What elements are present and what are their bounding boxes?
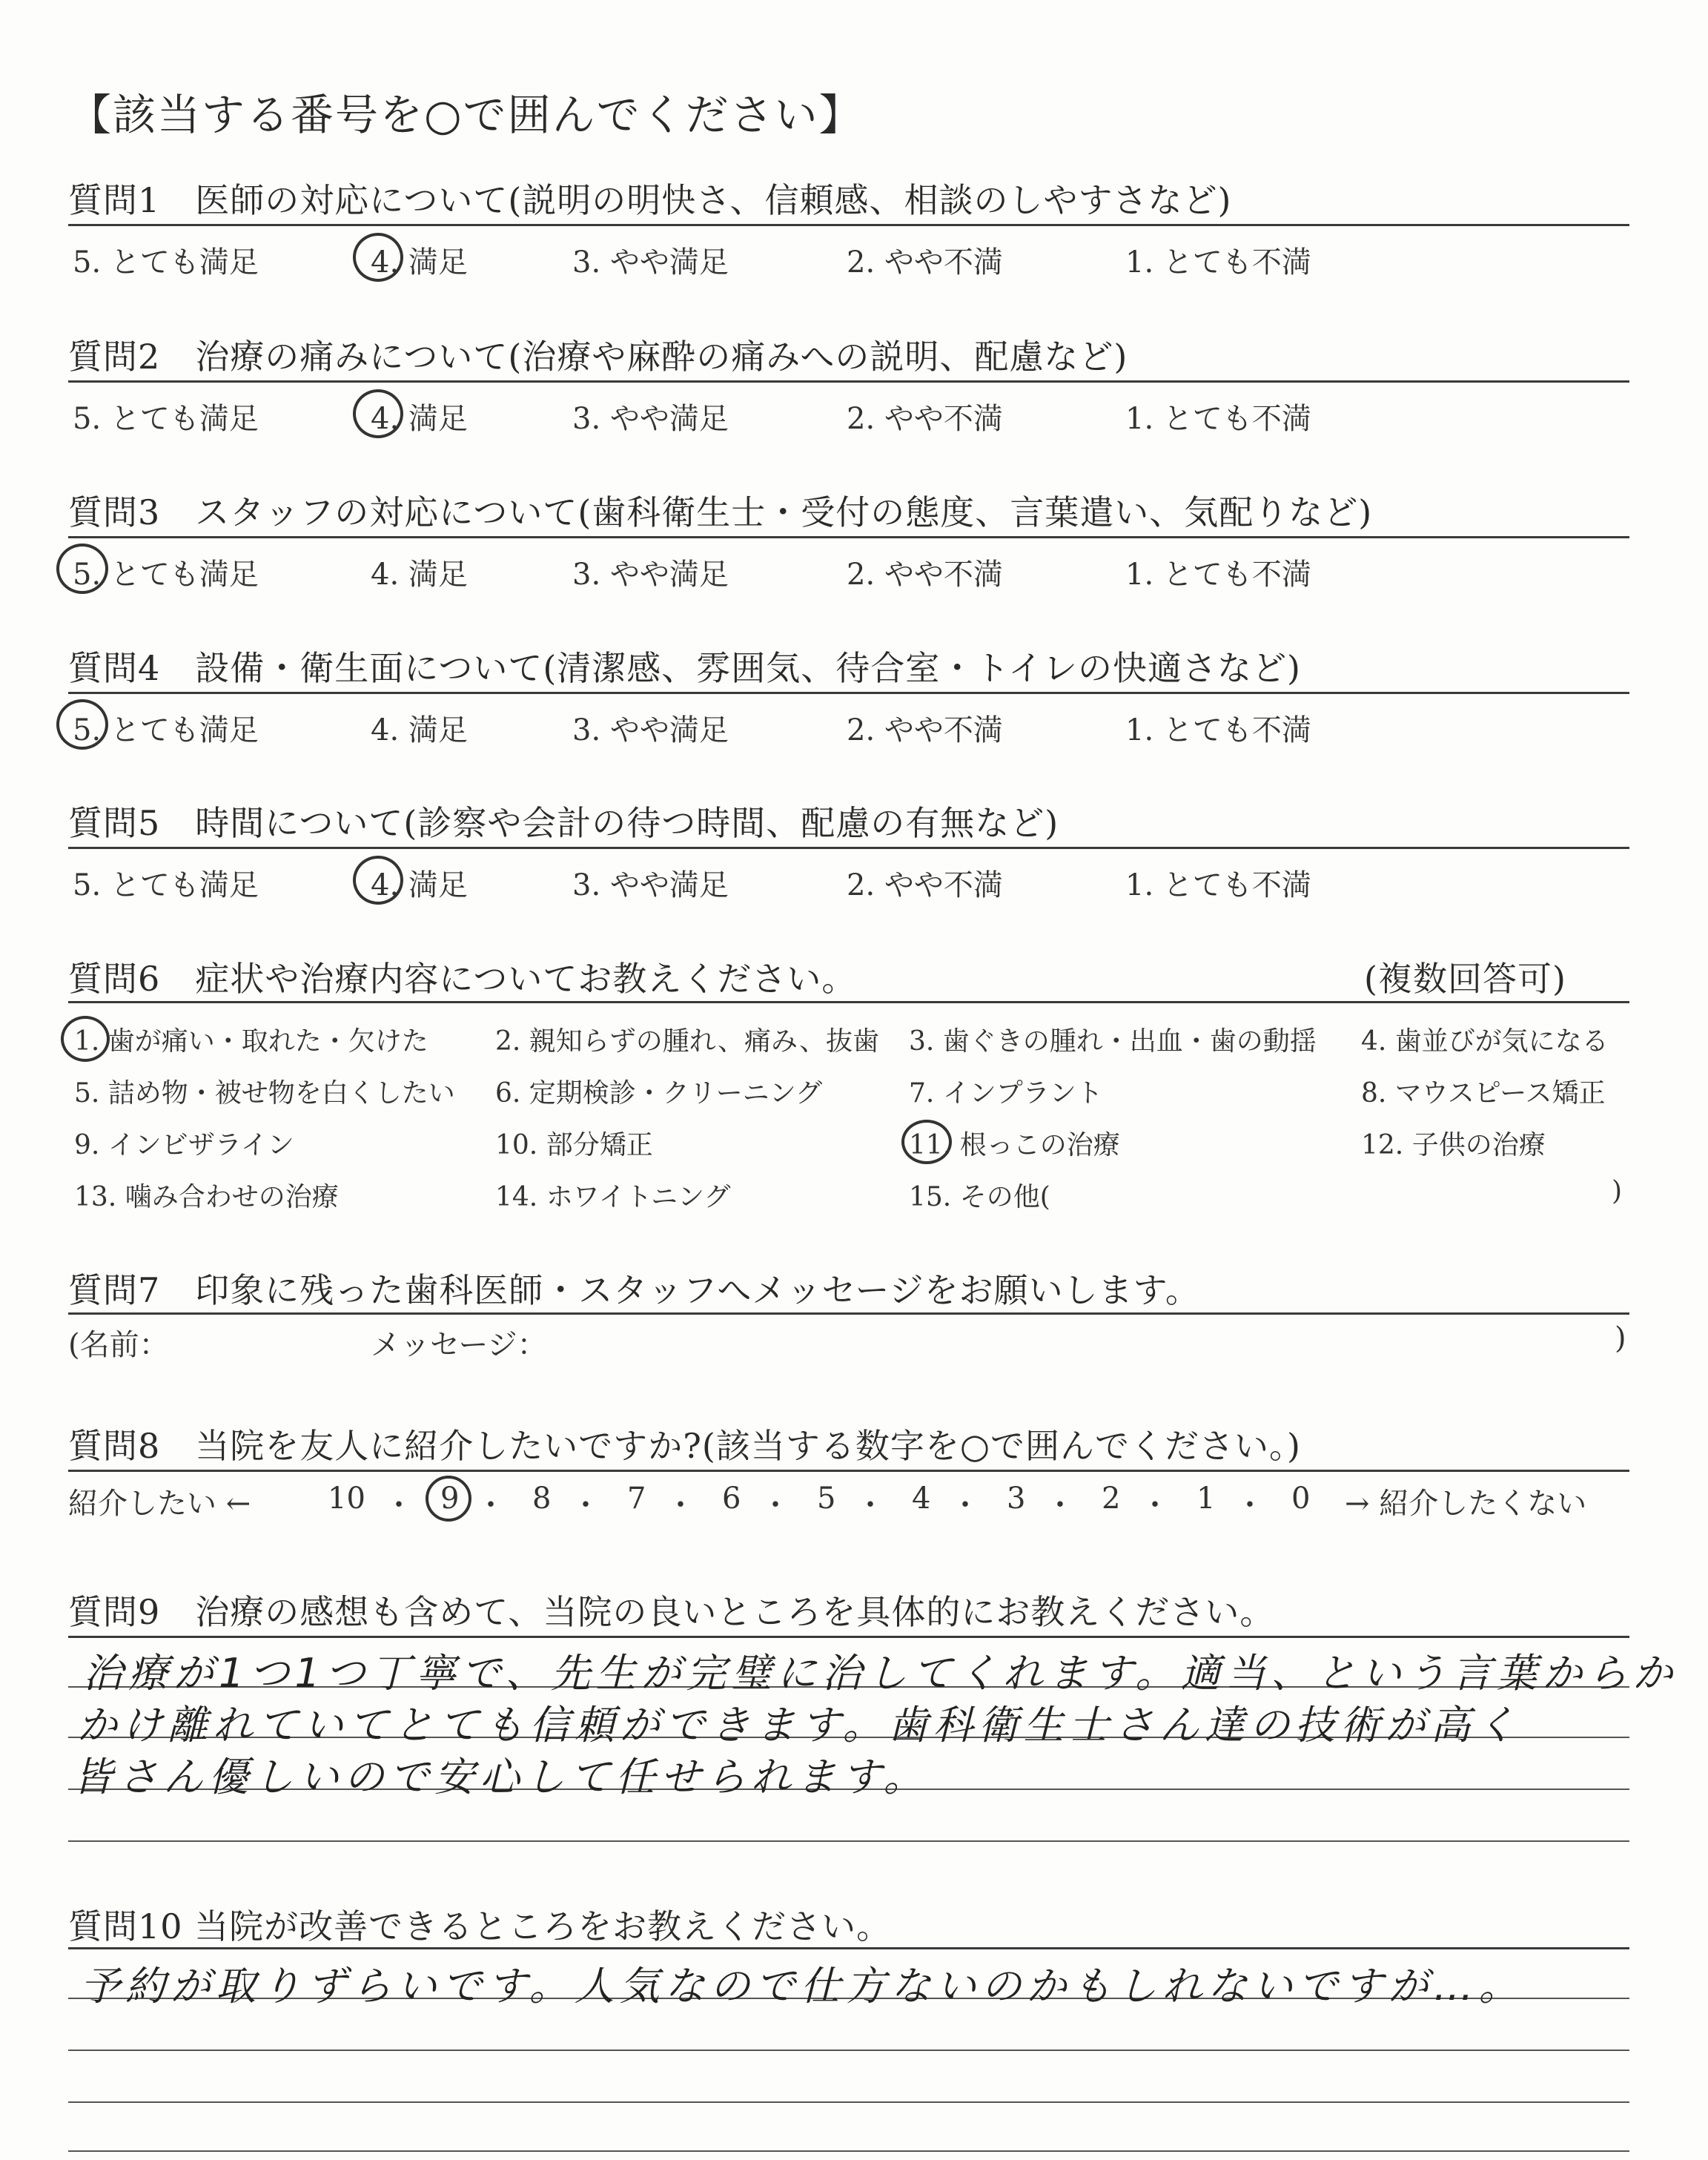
- writing-line: [68, 1840, 1629, 1842]
- divider: [68, 380, 1629, 383]
- q4-option-5[interactable]: 5. とても満足: [73, 713, 259, 747]
- selection-circle: [901, 1120, 952, 1164]
- q3-option-5[interactable]: 5. とても満足: [73, 558, 259, 592]
- recommend-left-label: 紹介したい ←: [68, 1487, 251, 1521]
- writing-line: [68, 2050, 1629, 2051]
- message-label: メッセージ：: [371, 1328, 547, 1362]
- score-0[interactable]: 0: [1291, 1482, 1311, 1516]
- score-1[interactable]: 1: [1196, 1482, 1216, 1516]
- q6-other-close: ): [1612, 1176, 1623, 1206]
- score-8[interactable]: 8: [532, 1482, 552, 1516]
- score-10[interactable]: 10: [328, 1482, 365, 1516]
- q1-option-2[interactable]: 2. やや不満: [847, 245, 1003, 280]
- question-9-title: 質問9 治療の感想も含めて、当院の良いところを具体的にお教えください。: [68, 1592, 1275, 1632]
- selection-circle: [61, 1016, 110, 1062]
- q3-option-3[interactable]: 3. やや満足: [572, 558, 729, 592]
- divider: [68, 1001, 1629, 1003]
- q5-option-5[interactable]: 5. とても満足: [73, 868, 259, 902]
- score-separator: ・: [1140, 1488, 1170, 1522]
- q2-option-2[interactable]: 2. やや不満: [847, 402, 1003, 436]
- q2-option-5[interactable]: 5. とても満足: [73, 402, 259, 436]
- question-6-title: 質問6 症状や治療内容についてお教えください。: [68, 959, 857, 999]
- q2-option-3[interactable]: 3. やや満足: [572, 402, 729, 436]
- q6-option-5[interactable]: 5. 詰め物・被せ物を白くしたい: [74, 1078, 455, 1109]
- q6-option-4[interactable]: 4. 歯並びが気になる: [1361, 1026, 1609, 1057]
- divider: [68, 1312, 1629, 1315]
- writing-line: [68, 2101, 1629, 2103]
- score-9[interactable]: 9: [440, 1482, 460, 1516]
- score-2[interactable]: 2: [1102, 1482, 1121, 1516]
- q6-option-3[interactable]: 3. 歯ぐきの腫れ・出血・歯の動揺: [909, 1026, 1317, 1057]
- divider: [68, 847, 1629, 849]
- q6-option-6[interactable]: 6. 定期検診・クリーニング: [495, 1078, 823, 1109]
- divider: [68, 224, 1629, 226]
- score-separator: ・: [1235, 1488, 1265, 1522]
- q6-option-13[interactable]: 13. 噛み合わせの治療: [74, 1182, 339, 1212]
- q6-option-8[interactable]: 8. マウスピース矯正: [1361, 1078, 1606, 1109]
- q4-option-1[interactable]: 1. とても不満: [1125, 713, 1311, 747]
- q6-option-9[interactable]: 9. インビザライン: [74, 1130, 294, 1160]
- q6-option-15[interactable]: 15. その他(: [909, 1182, 1050, 1212]
- score-7[interactable]: 7: [627, 1482, 646, 1516]
- q2-option-1[interactable]: 1. とても不満: [1125, 402, 1311, 436]
- q1-option-3[interactable]: 3. やや満足: [572, 245, 729, 280]
- q2-option-4[interactable]: 4. 満足: [371, 402, 468, 436]
- score-separator: ・: [476, 1488, 506, 1522]
- divider: [68, 1636, 1629, 1638]
- q1-option-4[interactable]: 4. 満足: [371, 245, 468, 280]
- recommend-right-label: → 紹介したくない: [1345, 1487, 1587, 1521]
- question-8-title: 質問8 当院を友人に紹介したいですか?(該当する数字を○で囲んでください。): [68, 1426, 1301, 1466]
- question-7-title: 質問7 印象に残った歯科医師・スタッフへメッセージをお願いします。: [68, 1270, 1200, 1310]
- name-label: (名前：: [68, 1328, 169, 1362]
- handwritten-answer-line: 予約が取りずらいです。人気なので仕方ないのかもしれないですが…。: [80, 1963, 1524, 2009]
- q4-option-2[interactable]: 2. やや不満: [847, 713, 1003, 747]
- q6-option-12[interactable]: 12. 子供の治療: [1361, 1130, 1546, 1160]
- multiple-answers-note: (複数回答可): [1364, 959, 1566, 999]
- selection-circle: [56, 699, 108, 750]
- question-1-title: 質問1 医師の対応について(説明の明快さ、信頼感、相談のしやすさなど): [68, 180, 1232, 220]
- score-separator: ・: [950, 1488, 980, 1522]
- q5-option-2[interactable]: 2. やや不満: [847, 868, 1003, 902]
- handwritten-answer-line: 皆さん優しいので安心して任せられます。: [73, 1754, 929, 1800]
- score-separator: ・: [761, 1488, 790, 1522]
- score-separator: ・: [855, 1488, 885, 1522]
- writing-line: [68, 2150, 1629, 2152]
- q4-option-3[interactable]: 3. やや満足: [572, 713, 729, 747]
- q3-option-1[interactable]: 1. とても不満: [1125, 558, 1311, 592]
- q6-option-2[interactable]: 2. 親知らずの腫れ、痛み、抜歯: [495, 1026, 880, 1057]
- score-6[interactable]: 6: [722, 1482, 741, 1516]
- score-separator: ・: [666, 1488, 695, 1522]
- divider: [68, 1947, 1629, 1949]
- question-5-title: 質問5 時間について(診察や会計の待つ時間、配慮の有無など): [68, 803, 1059, 843]
- selection-circle: [426, 1476, 471, 1522]
- q3-option-2[interactable]: 2. やや不満: [847, 558, 1003, 592]
- divider: [68, 536, 1629, 538]
- score-5[interactable]: 5: [817, 1482, 836, 1516]
- score-separator: ・: [384, 1488, 414, 1522]
- question-4-title: 質問4 設備・衛生面について(清潔感、雰囲気、待合室・トイレの快適さなど): [68, 648, 1301, 688]
- divider: [68, 1470, 1629, 1472]
- question-10-title: 質問10 当院が改善できるところをお教えください。: [68, 1906, 892, 1946]
- handwritten-answer-line: 治療が1つ1つ丁寧で、先生が完璧に治してくれます。適当、という言葉からか: [83, 1650, 1678, 1697]
- q1-option-1[interactable]: 1. とても不満: [1125, 245, 1311, 280]
- score-3[interactable]: 3: [1007, 1482, 1026, 1516]
- message-field[interactable]: [549, 1320, 1601, 1361]
- selection-circle: [353, 389, 403, 438]
- q6-option-1[interactable]: 1. 歯が痛い・取れた・欠けた: [74, 1026, 428, 1057]
- q4-option-4[interactable]: 4. 満足: [371, 713, 468, 747]
- divider: [68, 692, 1629, 694]
- message-close: ): [1615, 1321, 1626, 1355]
- selection-circle: [56, 544, 108, 594]
- score-separator: ・: [1045, 1488, 1075, 1522]
- q3-option-4[interactable]: 4. 満足: [371, 558, 468, 592]
- selection-circle: [353, 233, 403, 282]
- q1-option-5[interactable]: 5. とても満足: [73, 245, 259, 280]
- question-3-title: 質問3 スタッフの対応について(歯科衛生士・受付の態度、言葉遣い、気配りなど): [68, 492, 1373, 532]
- q5-option-1[interactable]: 1. とても不満: [1125, 868, 1311, 902]
- q6-option-11[interactable]: 11. 根っこの治療: [909, 1130, 1120, 1160]
- q6-option-10[interactable]: 10. 部分矯正: [495, 1130, 653, 1160]
- selection-circle: [353, 856, 403, 905]
- q6-option-14[interactable]: 14. ホワイトニング: [495, 1182, 731, 1212]
- q5-option-4[interactable]: 4. 満足: [371, 868, 468, 902]
- q5-option-3[interactable]: 3. やや満足: [572, 868, 729, 902]
- q6-option-7[interactable]: 7. インプラント: [909, 1078, 1103, 1109]
- page-title: 【該当する番号を○で囲んでください】: [68, 90, 864, 140]
- question-2-title: 質問2 治療の痛みについて(治療や麻酔の痛みへの説明、配慮など): [68, 337, 1128, 377]
- score-4[interactable]: 4: [912, 1482, 931, 1516]
- handwritten-answer-line: かけ離れていてとても信頼ができます。歯科衛生士さん達の技術が高く: [77, 1702, 1521, 1748]
- score-separator: ・: [571, 1488, 600, 1522]
